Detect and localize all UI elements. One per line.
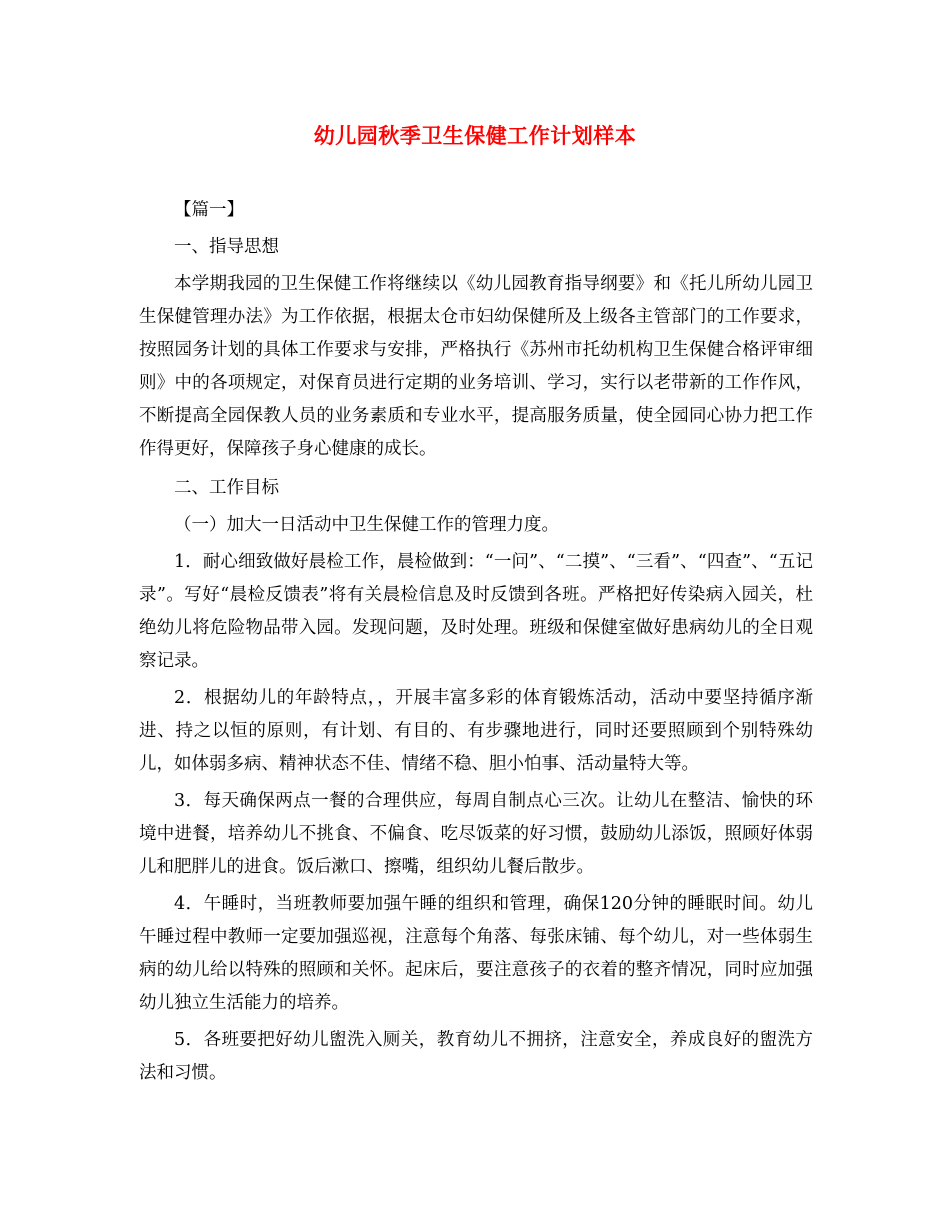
subsection-heading-1: （一）加大一日活动中卫生保健工作的管理力度。 xyxy=(174,515,559,535)
section-heading-goals: 二、工作目标 xyxy=(174,478,279,498)
list-item-2: 2．根据幼儿的年龄特点，，开展丰富多彩的体育锻炼活动，活动中要坚持循序渐进、持之以恒的原则，有计划、有目的、有步骤地进行，同时还要照顾到个别特殊幼儿，如体弱多病、精神状态不佳、情绪不稳、胆小怕事、活动量特大等。 xyxy=(139,688,813,774)
document-title: 幼儿园秋季卫生保健工作计划样本 xyxy=(313,123,637,148)
part-label: 【篇一】 xyxy=(174,200,244,220)
section-heading-guiding: 一、指导思想 xyxy=(174,237,279,257)
list-item-5: 5．各班要把好幼儿盥洗入厕关，教育幼儿不拥挤，注意安全，养成良好的盥洗方法和习惯。 xyxy=(139,1030,813,1083)
list-item-1: 1．耐心细致做好晨检工作，晨检做到：“一问”、“二摸”、“三看”、“四查”、“五记录”。写好“晨检反馈表”将有关晨检信息及时反馈到各班。严格把好传染病入园关，杜绝幼儿将危险物品带入园。发现问题，及时处理。班级和保健室做好患病幼儿的全日观察记录。 xyxy=(139,552,813,671)
paragraph-guiding: 本学期我园的卫生保健工作将继续以《幼儿园教育指导纲要》和《托儿所幼儿园卫生保健管理办法》为工作依据，根据太仓市妇幼保健所及上级各主管部门的工作要求，按照园务计划的具体工作要求与安排，严格执行《苏州市托幼机构卫生保健合格评审细则》中的各项规定，对保育员进行定期的业务培训、学习，实行以老带新的工作作风，不断提高全园保教人员的业务素质和专业水平，提高服务质量，使全园同心协力把工作作得更好，保障孩子身心健康的成长。 xyxy=(139,274,813,459)
list-item-3: 3．每天确保两点一餐的合理供应，每周自制点心三次。让幼儿在整洁、愉快的环境中进餐，培养幼儿不挑食、不偏食、吃尽饭菜的好习惯，鼓励幼儿添饭，照顾好体弱儿和肥胖儿的进食。饭后漱口、擦嘴，组织幼儿餐后散步。 xyxy=(139,791,813,877)
list-item-4: 4．午睡时，当班教师要加强午睡的组织和管理，确保120分钟的睡眠时间。幼儿午睡过程中教师一定要加强巡视，注意每个角落、每张床铺、每个幼儿，对一些体弱生病的幼儿给以特殊的照顾和关怀。起床后，要注意孩子的衣着的整齐情况，同时应加强幼儿独立生活能力的培养。 xyxy=(139,894,813,1013)
document-body xyxy=(139,194,813,1090)
